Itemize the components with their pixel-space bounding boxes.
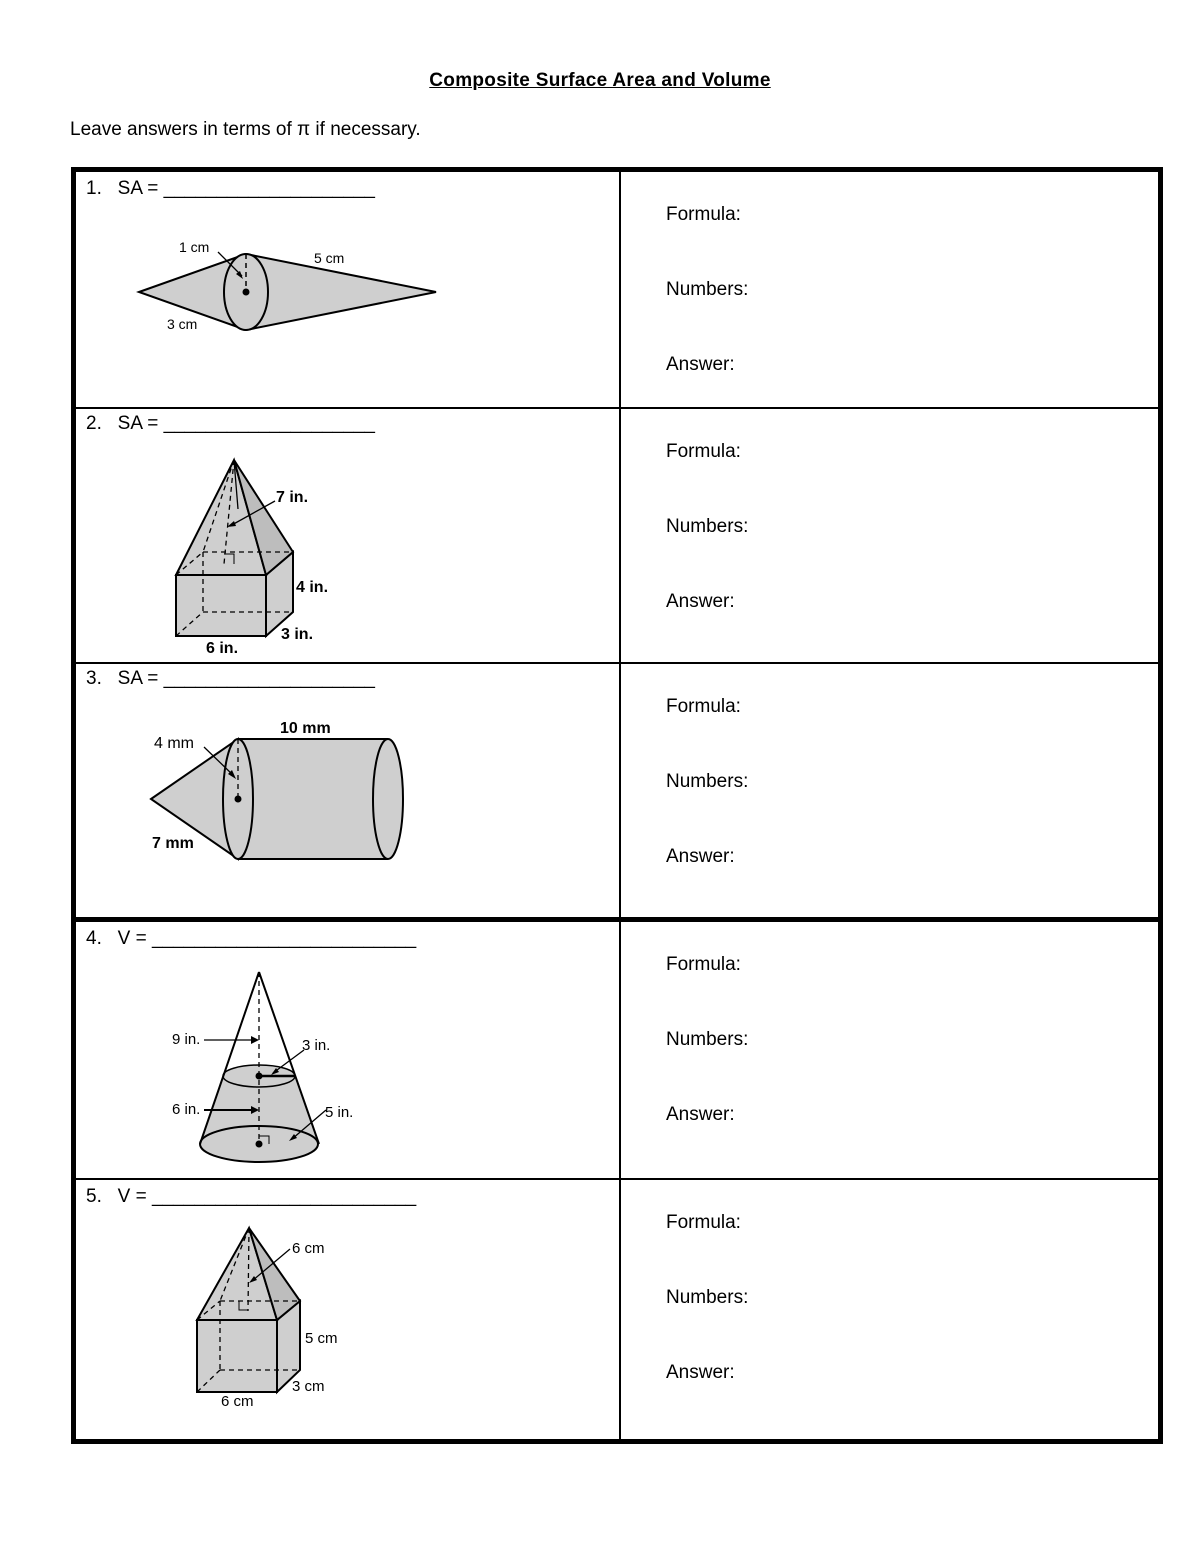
dim-label: 3 cm <box>167 316 198 332</box>
cone-cylinder-cone-figure <box>76 172 616 407</box>
formula-label[interactable]: Formula: <box>666 954 741 975</box>
dim-label: 7 mm <box>152 835 194 852</box>
instructions: Leave answers in terms of π if necessary. <box>70 119 421 140</box>
problem-row-1 <box>76 172 1158 407</box>
dim-label: 9 in. <box>172 1031 201 1048</box>
numbers-label[interactable]: Numbers: <box>666 1029 749 1050</box>
dim-label: 4 in. <box>296 579 329 596</box>
page-title: Composite Surface Area and Volume <box>429 70 771 91</box>
frustum-figure <box>76 922 616 1178</box>
numbers-label[interactable]: Numbers: <box>666 279 749 300</box>
cone-on-cylinder-figure <box>76 664 616 917</box>
dim-label: 1 cm <box>179 239 210 255</box>
dim-label: 6 in. <box>172 1101 201 1118</box>
problem-row-5 <box>76 1180 1158 1440</box>
dim-label: 6 in. <box>206 640 239 657</box>
pyramid-on-prism-figure <box>76 1180 616 1440</box>
dim-label: 10 mm <box>280 720 331 737</box>
dim-label: 6 cm <box>221 1393 254 1410</box>
dim-label: 6 cm <box>292 1240 325 1257</box>
formula-label[interactable]: Formula: <box>666 441 741 462</box>
problem-label[interactable]: 4. V = _________________________ <box>86 928 417 949</box>
formula-label[interactable]: Formula: <box>666 696 741 717</box>
dim-label: 3 cm <box>292 1378 325 1395</box>
formula-label[interactable]: Formula: <box>666 204 741 225</box>
formula-label[interactable]: Formula: <box>666 1212 741 1233</box>
answer-label[interactable]: Answer: <box>666 1104 735 1125</box>
answer-label[interactable]: Answer: <box>666 591 735 612</box>
answer-label[interactable]: Answer: <box>666 846 735 867</box>
dim-label: 3 in. <box>281 626 314 643</box>
dim-label: 5 in. <box>325 1104 354 1121</box>
dim-label: 4 mm <box>154 735 194 752</box>
answer-label[interactable]: Answer: <box>666 354 735 375</box>
pyramid-on-prism-figure <box>76 409 616 662</box>
numbers-label[interactable]: Numbers: <box>666 771 749 792</box>
problem-label[interactable]: 3. SA = ____________________ <box>86 668 375 689</box>
dim-label: 3 in. <box>302 1037 331 1054</box>
dim-label: 5 cm <box>305 1330 338 1347</box>
problem-row-3 <box>76 664 1158 917</box>
dim-label: 5 cm <box>314 250 345 266</box>
numbers-label[interactable]: Numbers: <box>666 516 749 537</box>
answer-label[interactable]: Answer: <box>666 1362 735 1383</box>
numbers-label[interactable]: Numbers: <box>666 1287 749 1308</box>
problem-label[interactable]: 5. V = _________________________ <box>86 1186 417 1207</box>
dim-label: 7 in. <box>276 489 309 506</box>
problem-row-4 <box>76 922 1158 1178</box>
problem-label[interactable]: 1. SA = ____________________ <box>86 178 375 199</box>
problem-label[interactable]: 2. SA = ____________________ <box>86 413 375 434</box>
problem-row-2 <box>76 409 1158 662</box>
problem-table <box>71 167 1163 1444</box>
